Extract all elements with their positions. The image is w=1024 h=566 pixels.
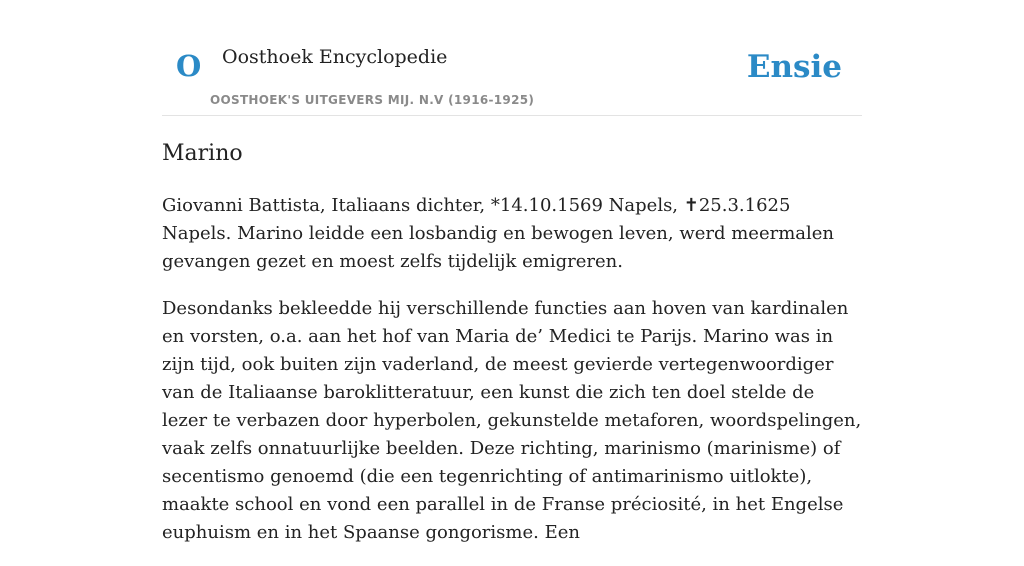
entry-paragraph: Giovanni Battista, Italiaans dichter, *14.10.1569 Napels, ✝25.3.1625 Napels. Marino leidde een losbandig en bewogen leven, werd meermalen gevangen gezet en moest zelfs tijdelijk emigreren. — [162, 195, 835, 272]
brand-logo-link[interactable]: Ensie — [746, 49, 842, 85]
source-title-link[interactable]: Oosthoek Encyclopedie — [222, 46, 448, 68]
entry-paragraph: Desondanks bekleedde hij verschillende functies aan hoven van kardinalen en vorsten, o.a. aan het hof van Maria de’ Medici te Parijs. Marino was in zijn tijd, ook buiten zijn vaderland, de meest gevierde vertegenwoordiger van de Italiaanse baroklitteratuur, een kunst die zich ten doel stelde de lezer te verbazen door hyperbolen, gekunstelde metaforen, woordspelingen, vaak zelfs onnatuurlijke beelden. Deze richting, marinismo (marinisme) of secentismo genoemd (die een tegenrichting of antimarinismo uitlokte), maakte school en vond een parallel in de Franse préciosité, in het Engelse euphuism en in het Spaanse gongorisme. Een — [162, 298, 862, 543]
source-logo-icon[interactable]: O — [176, 49, 202, 83]
entry-body — [162, 192, 862, 566]
source-header — [162, 30, 862, 116]
source-publisher: OOSTHOEK'S UITGEVERS MIJ. N.V (1916-1925) — [210, 93, 535, 107]
entry-title: Marino — [162, 141, 243, 166]
